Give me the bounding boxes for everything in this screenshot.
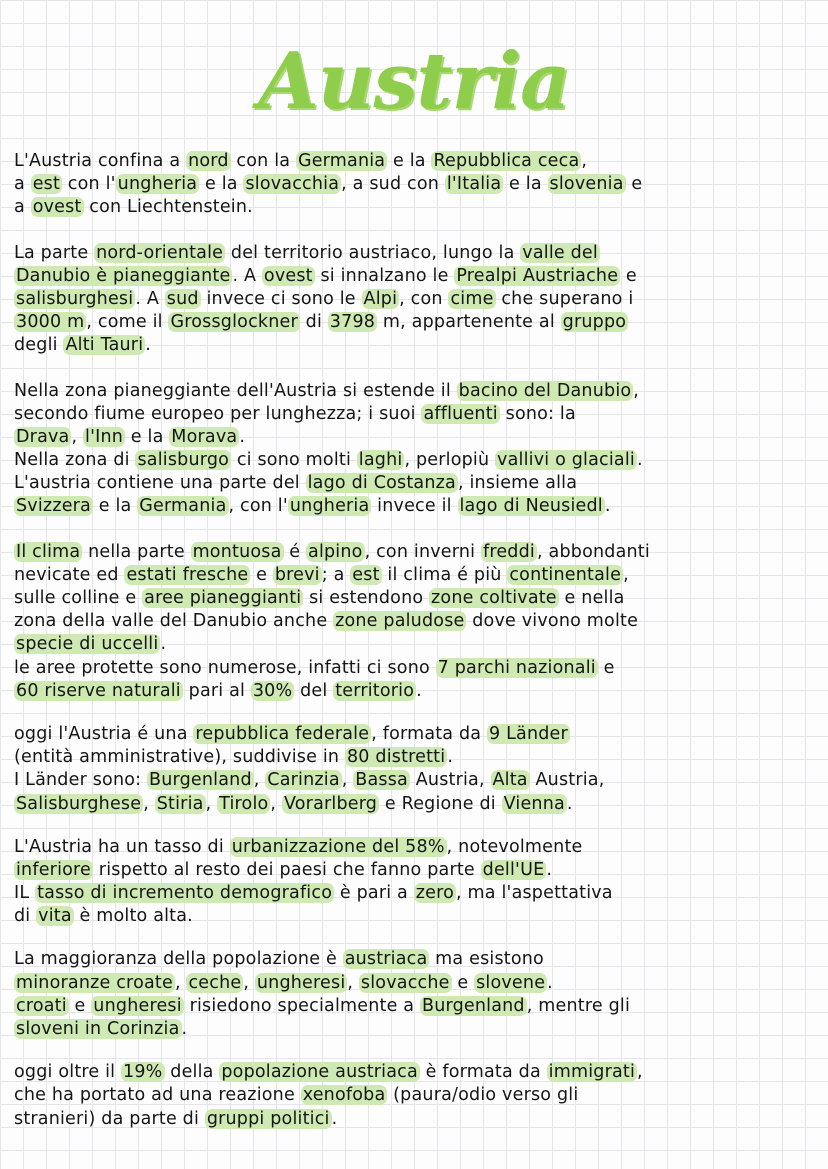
paragraph	[14, 723, 794, 816]
text-run: con la	[230, 151, 296, 171]
highlighted-text: est	[32, 174, 61, 195]
text-run: del	[294, 680, 334, 701]
highlighted-text: aree pianeggianti	[144, 588, 302, 608]
text-run: é	[283, 541, 307, 562]
text-run: , formata da	[371, 723, 487, 744]
text-run: ,	[253, 770, 266, 791]
text-run: nevicate ed	[14, 564, 125, 585]
text-line	[14, 836, 794, 859]
highlighted-text: Repubblica ceca	[433, 151, 580, 171]
highlighted-text: Burgenland	[149, 770, 252, 791]
text-run: Nella zona di	[14, 450, 136, 471]
text-line	[14, 680, 794, 703]
text-run: il clima é più	[381, 564, 508, 585]
text-line	[14, 1018, 794, 1041]
highlighted-text: vallivi o glaciali	[497, 450, 635, 471]
text-run: La maggioranza della popolazione è	[14, 949, 343, 970]
text-run: e la	[387, 151, 432, 171]
text-run: sono: la	[499, 403, 576, 424]
highlighted-text: slovacche	[360, 972, 450, 993]
text-run: si estendono	[303, 588, 430, 608]
highlighted-text: continentale	[509, 564, 622, 585]
highlighted-text: repubblica federale	[195, 723, 370, 744]
text-run: oggi l'Austria é una	[14, 723, 194, 744]
text-run: . A	[232, 265, 262, 286]
paragraph	[14, 836, 794, 929]
highlighted-text: 3798	[329, 312, 376, 333]
text-line	[14, 150, 794, 173]
highlighted-text: sud	[166, 288, 199, 309]
text-run: .	[181, 1019, 188, 1039]
text-run: .	[160, 634, 167, 655]
highlighted-text: Svizzera	[16, 496, 91, 517]
highlighted-text: Il clima	[16, 541, 81, 562]
text-line	[14, 793, 794, 816]
highlighted-text: urbanizzazione del 58%	[231, 836, 445, 857]
text-run: e	[625, 174, 643, 195]
text-line	[14, 380, 794, 403]
highlighted-text: 19%	[123, 1062, 163, 1083]
highlighted-text: salisburghesi	[16, 288, 134, 309]
text-line	[14, 564, 794, 587]
highlighted-text: Morava	[171, 426, 238, 447]
text-run: .	[239, 426, 246, 447]
text-line	[14, 242, 794, 265]
text-run: ,	[581, 151, 588, 171]
text-run: La parte	[14, 242, 95, 263]
highlighted-text: affluenti	[423, 403, 498, 424]
highlighted-text: 7 parchi nazionali	[437, 657, 596, 678]
text-line	[14, 541, 794, 564]
highlighted-text: ungheria	[117, 174, 198, 195]
text-run: L'austria contiene una parte del	[14, 473, 306, 494]
text-run: L'Austria confina a	[14, 151, 187, 171]
text-run: , con l'	[228, 496, 288, 517]
text-run: zona della valle del Danubio anche	[14, 611, 334, 632]
text-run: .	[546, 859, 553, 880]
text-run: è molto alta.	[73, 906, 193, 927]
text-run: .	[331, 1108, 338, 1129]
text-run: ,	[243, 972, 255, 993]
highlighted-text: dell'UE	[482, 859, 545, 880]
paragraph	[14, 541, 794, 703]
text-run: ,	[637, 1062, 643, 1083]
text-run: Austria,	[529, 770, 605, 791]
text-run: invece il	[371, 496, 458, 517]
text-line	[14, 610, 794, 633]
text-line	[14, 769, 794, 792]
highlighted-text: Prealpi Austriache	[456, 265, 619, 286]
text-line	[14, 1108, 794, 1131]
text-run: ,	[71, 426, 84, 447]
text-run: Nella zona pianeggiante dell'Austria si estende il	[14, 380, 457, 401]
highlighted-text: slovene	[476, 972, 546, 993]
highlighted-text: est	[352, 564, 380, 585]
highlighted-text: 80 distretti	[346, 747, 446, 768]
text-line	[14, 1084, 794, 1107]
highlighted-text: Drava	[16, 426, 70, 447]
text-line	[14, 972, 794, 995]
text-run: .	[416, 680, 422, 701]
text-line	[14, 905, 794, 928]
highlighted-text: Vienna	[503, 793, 565, 814]
highlighted-text: ungheresi	[256, 972, 346, 993]
highlighted-text: Germania	[139, 496, 227, 517]
text-run: ,	[347, 972, 359, 993]
text-line	[14, 334, 794, 357]
highlighted-text: zone coltivate	[431, 588, 557, 608]
highlighted-text: ovest	[32, 197, 82, 218]
highlighted-text: Germania	[297, 151, 386, 171]
text-run: risiedono specialmente a	[183, 995, 420, 1016]
highlighted-text: nord	[188, 151, 229, 171]
text-run: del territorio austriaco, lungo la	[225, 242, 521, 263]
text-run: ci sono molti	[231, 450, 357, 471]
text-run: , ma l'aspettativa	[456, 883, 613, 904]
text-line	[14, 882, 794, 905]
highlighted-text: l'Inn	[85, 426, 124, 447]
notes-body	[14, 150, 794, 1151]
text-run: è formata da	[419, 1062, 547, 1083]
highlighted-text: salisburgo	[137, 450, 230, 471]
text-run: di	[14, 906, 37, 927]
text-line	[14, 449, 794, 472]
paragraph	[14, 150, 794, 220]
text-line	[14, 723, 794, 746]
text-run: , perlopiù	[404, 450, 496, 471]
text-run: ,	[205, 793, 218, 814]
highlighted-text: brevi	[274, 564, 320, 585]
highlighted-text: gruppo	[562, 312, 627, 333]
highlighted-text: slovenia	[549, 174, 624, 195]
text-line	[14, 948, 794, 971]
highlighted-text: vita	[38, 906, 72, 927]
text-run: ,	[270, 793, 282, 814]
text-line	[14, 426, 794, 449]
text-run: di	[299, 312, 328, 333]
text-run: ,	[633, 380, 640, 401]
highlighted-text: estati fresche	[126, 564, 249, 585]
text-run: degli	[14, 335, 64, 356]
text-run: e Regione di	[379, 793, 502, 814]
text-line	[14, 859, 794, 882]
highlighted-text: 30%	[252, 680, 293, 701]
paragraph	[14, 1061, 794, 1131]
text-run: che ha portato ad una reazione	[14, 1085, 301, 1106]
highlighted-text: Alta	[492, 770, 528, 791]
highlighted-text: cime	[450, 288, 494, 309]
text-line	[14, 495, 794, 518]
text-run: ,	[143, 793, 155, 814]
text-run: .	[636, 450, 643, 471]
text-line	[14, 995, 794, 1018]
highlighted-text: 9 Länder	[488, 723, 568, 744]
text-run: , notevolmente	[446, 836, 583, 857]
paragraph	[14, 242, 794, 358]
text-run: con l'	[62, 174, 116, 195]
highlighted-text: nord-orientale	[96, 242, 224, 263]
text-run: .	[604, 496, 611, 517]
text-line	[14, 657, 794, 680]
highlighted-text: ceche	[188, 972, 242, 993]
text-run: .	[447, 747, 454, 768]
text-line	[14, 288, 794, 311]
highlighted-text: ungheresi	[93, 995, 182, 1016]
text-run: dove vivono molte	[466, 611, 639, 632]
highlighted-text: zero	[415, 883, 455, 904]
highlighted-text: alpino	[308, 541, 363, 562]
text-run: sulle colline e	[14, 588, 143, 608]
text-line	[14, 311, 794, 334]
text-run: è pari a	[334, 883, 414, 904]
highlighted-text: croati	[16, 995, 67, 1016]
text-run: . A	[135, 288, 165, 309]
highlighted-text: montuosa	[192, 541, 282, 562]
highlighted-text: lago di Neusiedl	[459, 496, 603, 517]
text-line	[14, 196, 794, 219]
text-run: stranieri) da parte di	[14, 1108, 205, 1129]
highlighted-text: Stiria	[156, 793, 204, 814]
page-title: Austria	[258, 36, 570, 127]
highlighted-text: ungheria	[289, 496, 370, 517]
text-line	[14, 633, 794, 656]
highlighted-text: Carinzia	[267, 770, 340, 791]
text-run: e	[250, 564, 273, 585]
highlighted-text: 60 riserve naturali	[16, 680, 181, 701]
text-run: della	[164, 1062, 220, 1083]
paragraph	[14, 380, 794, 519]
text-run: , a sud con	[341, 174, 445, 195]
highlighted-text: popolazione austriaca	[221, 1062, 418, 1083]
text-run: e la	[199, 174, 244, 195]
text-run: e la	[92, 496, 138, 517]
highlighted-text: gruppi politici	[206, 1108, 330, 1129]
text-run: e	[451, 972, 475, 993]
text-run: rispetto al resto dei paesi che fanno parte	[93, 859, 481, 880]
text-run: pari al	[182, 680, 251, 701]
highlighted-text: specie di uccelli	[16, 634, 159, 655]
text-line	[14, 403, 794, 426]
text-run: e la	[503, 174, 548, 195]
text-run: con Liechtenstein.	[83, 197, 253, 218]
text-run: .	[566, 793, 573, 814]
text-run: IL	[14, 883, 36, 904]
text-run: Austria,	[410, 770, 491, 791]
text-run: e	[597, 657, 615, 678]
text-run: (entità amministrative), suddivise in	[14, 747, 345, 768]
highlighted-text: Alpi	[363, 288, 398, 309]
text-run: ; a	[321, 564, 351, 585]
highlighted-text: 3000 m	[16, 312, 85, 333]
paragraph	[14, 948, 794, 1041]
highlighted-text: Salisburghese	[16, 793, 142, 814]
text-run: L'Austria ha un tasso di	[14, 836, 230, 857]
highlighted-text: freddi	[482, 541, 535, 562]
highlighted-text: Vorarlberg	[283, 793, 378, 814]
highlighted-text: ovest	[263, 265, 313, 286]
highlighted-text: austriaca	[344, 949, 428, 970]
text-run: ,	[174, 972, 187, 993]
text-run: oggi oltre il	[14, 1062, 122, 1083]
highlighted-text: minoranze croate	[16, 972, 173, 993]
highlighted-text: Danubio è pianeggiante	[16, 265, 231, 286]
text-run: secondo fiume europeo per lunghezza; i suoi	[14, 403, 422, 424]
text-run: invece ci sono le	[200, 288, 362, 309]
highlighted-text: laghi	[358, 450, 403, 471]
highlighted-text: inferiore	[16, 859, 92, 880]
highlighted-text: Alti Tauri	[65, 335, 144, 356]
text-run: a	[14, 197, 31, 218]
highlighted-text: Tirolo	[219, 793, 269, 814]
highlighted-text: slovacchia	[245, 174, 340, 195]
text-line	[14, 173, 794, 196]
highlighted-text: bacino del Danubio	[458, 380, 632, 401]
text-run: e	[620, 265, 637, 286]
text-run: , insieme alla	[457, 473, 578, 494]
text-run: I Länder sono:	[14, 770, 148, 791]
text-run: che superano i	[495, 288, 634, 309]
text-run: ma esistono	[429, 949, 544, 970]
highlighted-text: immigrati	[548, 1062, 636, 1083]
text-run: .	[547, 972, 553, 993]
text-run: , come il	[86, 312, 169, 333]
highlighted-text: zone paludose	[335, 611, 465, 632]
text-run: nella parte	[82, 541, 191, 562]
highlighted-text: l'Italia	[446, 174, 502, 195]
text-run: le aree protette sono numerose, infatti ci sono	[14, 657, 436, 678]
highlighted-text: sloveni in Corinzia	[16, 1019, 180, 1039]
highlighted-text: Bassa	[355, 770, 408, 791]
text-run: ,	[341, 770, 354, 791]
text-run: a	[14, 174, 31, 195]
text-run: , con inverni	[364, 541, 481, 562]
text-run: , abbondanti	[537, 541, 650, 562]
text-run: si innalzano le	[314, 265, 455, 286]
highlighted-text: tasso di incremento demografico	[37, 883, 333, 904]
text-line	[14, 746, 794, 769]
text-run: e la	[125, 426, 170, 447]
highlighted-text: Grossglockner	[170, 312, 298, 333]
text-line	[14, 472, 794, 495]
text-run: , con	[399, 288, 449, 309]
highlighted-text: Burgenland	[422, 995, 525, 1016]
highlighted-text: valle del	[522, 242, 598, 263]
highlighted-text: xenofoba	[302, 1085, 386, 1106]
highlighted-text: territorio	[335, 680, 415, 701]
text-run: , mentre gli	[526, 995, 631, 1016]
text-line	[14, 1061, 794, 1084]
highlighted-text: lago di Costanza	[307, 473, 456, 494]
text-run: (paura/odio verso gli	[387, 1085, 579, 1106]
text-line	[14, 265, 794, 288]
text-run: e nella	[558, 588, 625, 608]
text-run: m, appartenente al	[377, 312, 561, 333]
text-line	[14, 587, 794, 610]
text-run: ,	[623, 564, 629, 585]
text-run: .	[145, 335, 152, 356]
text-run: e	[68, 995, 92, 1016]
